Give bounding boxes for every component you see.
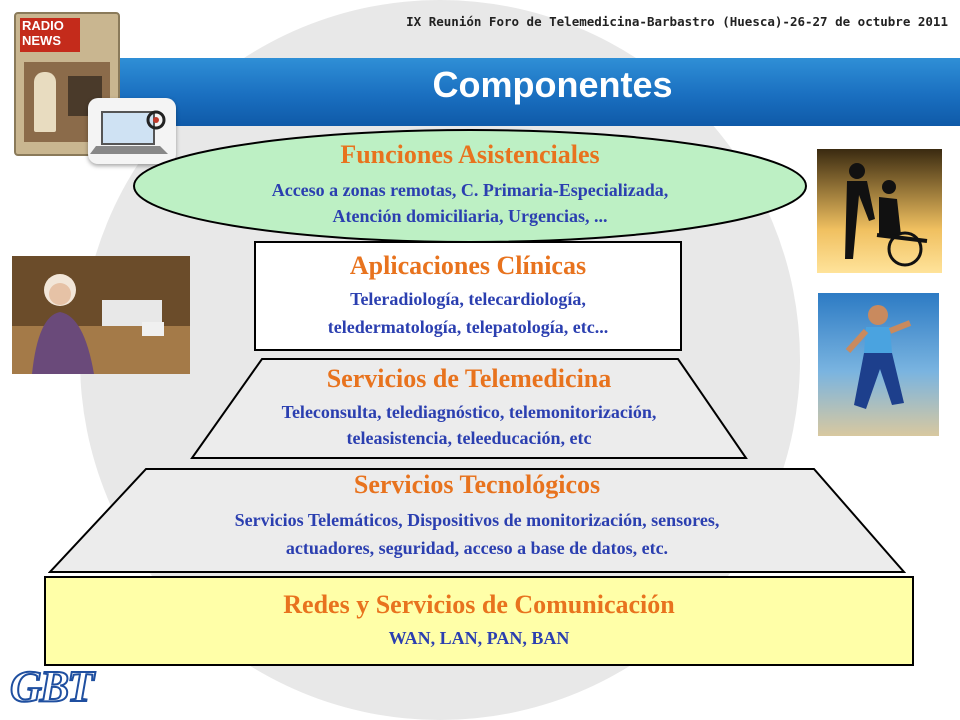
- tier-line: teledermatología, telepatología, etc...: [327, 317, 609, 337]
- tier-title: Servicios de Telemedicina: [326, 364, 612, 393]
- tier-title: Aplicaciones Clínicas: [349, 251, 587, 280]
- runner-woman-image: [818, 293, 939, 436]
- tier-title: Redes y Servicios de Comunicación: [283, 590, 675, 619]
- tier-redes-comunicacion: [44, 576, 914, 666]
- tier-funciones-asistenciales: [132, 128, 808, 244]
- page-title: Componentes: [432, 64, 673, 105]
- tier-title: Funciones Asistenciales: [340, 140, 600, 169]
- elderly-woman-monitor-image: [12, 256, 190, 374]
- tier-servicios-tecnologicos: [48, 468, 906, 574]
- gbt-logo: GBT: [10, 662, 92, 711]
- event-header: IX Reunión Foro de Telemedicina-Barbastro (Huesca)-26-27 de octubre 2011: [406, 14, 948, 29]
- tier-aplicaciones-clinicas: [254, 241, 682, 351]
- tier-line: Teleconsulta, telediagnóstico, telemonitorización,: [281, 402, 657, 422]
- magazine-title-line2: NEWS: [22, 33, 61, 48]
- tier-line: Teleradiología, telecardiología,: [350, 289, 586, 309]
- tier-line: Servicios Telemáticos, Dispositivos de monitorización, sensores,: [234, 510, 720, 530]
- tier-title: Servicios Tecnológicos: [353, 470, 601, 499]
- tier-line: actuadores, seguridad, acceso a base de datos, etc.: [285, 538, 669, 558]
- tier-line: Atención domiciliaria, Urgencias, ...: [332, 206, 608, 226]
- tier-line: teleasistencia, teleeducación, etc: [346, 428, 592, 448]
- tier-line: WAN, LAN, PAN, BAN: [388, 628, 570, 648]
- tier-servicios-telemedicina: [190, 358, 748, 460]
- magazine-title-line1: RADIO: [22, 18, 64, 33]
- tier-line: Acceso a zonas remotas, C. Primaria-Especializada,: [271, 180, 669, 200]
- wheelchair-silhouette-image: [817, 149, 942, 273]
